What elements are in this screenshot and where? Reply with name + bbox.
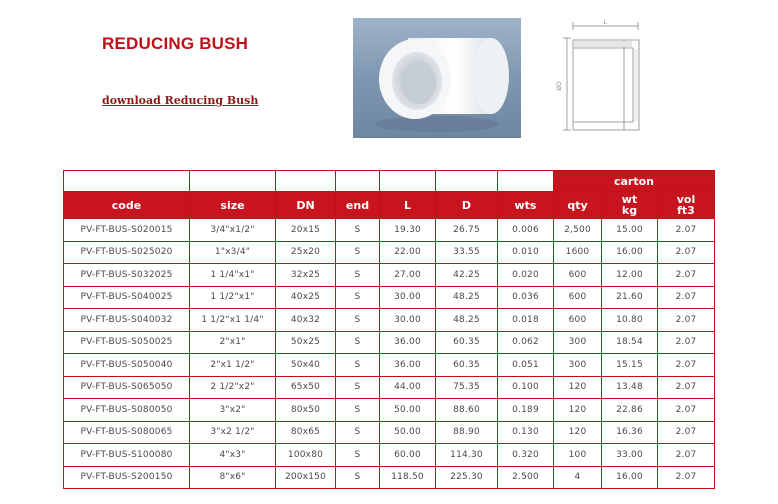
table-cell: S xyxy=(336,309,380,332)
table-cell: PV-FT-BUS-S050040 xyxy=(64,354,190,377)
table-cell: 33.55 xyxy=(436,241,498,264)
table-cell: PV-FT-BUS-S032025 xyxy=(64,264,190,287)
table-cell: 60.00 xyxy=(380,444,436,467)
table-cell: 27.00 xyxy=(380,264,436,287)
table-cell: 2.07 xyxy=(658,376,715,399)
table-cell: 1600 xyxy=(554,241,602,264)
table-row xyxy=(64,354,715,377)
table-cell: 4 xyxy=(554,466,602,489)
table-header-row xyxy=(64,192,715,219)
table-cell: 100x80 xyxy=(276,444,336,467)
table-cell: 80x65 xyxy=(276,421,336,444)
table-cell: S xyxy=(336,286,380,309)
table-cell: 118.50 xyxy=(380,466,436,489)
table-cell: 18.54 xyxy=(602,331,658,354)
table-cell: S xyxy=(336,376,380,399)
table-cell: 0.189 xyxy=(498,399,554,422)
table-cell: 88.90 xyxy=(436,421,498,444)
column-header: code xyxy=(64,192,190,219)
dim-length-label: L xyxy=(603,19,607,26)
spec-table xyxy=(63,170,715,489)
table-cell: 2 1/2"x2" xyxy=(190,376,276,399)
table-cell: 22.86 xyxy=(602,399,658,422)
column-header: size xyxy=(190,192,276,219)
table-row xyxy=(64,399,715,422)
table-cell: PV-FT-BUS-S020015 xyxy=(64,219,190,242)
column-header: wt kg xyxy=(602,192,658,219)
table-cell: S xyxy=(336,466,380,489)
table-cell: 2.07 xyxy=(658,466,715,489)
table-cell: PV-FT-BUS-S200150 xyxy=(64,466,190,489)
table-cell: 3"x2 1/2" xyxy=(190,421,276,444)
table-cell: 2.07 xyxy=(658,219,715,242)
table-cell: 50.00 xyxy=(380,421,436,444)
table-cell: 16.00 xyxy=(602,466,658,489)
table-cell: 0.036 xyxy=(498,286,554,309)
table-cell: 1"x3/4" xyxy=(190,241,276,264)
table-cell: 40x25 xyxy=(276,286,336,309)
table-cell: 44.00 xyxy=(380,376,436,399)
table-cell: 2.07 xyxy=(658,286,715,309)
table-cell: PV-FT-BUS-S040025 xyxy=(64,286,190,309)
table-cell: 0.320 xyxy=(498,444,554,467)
column-header: end xyxy=(336,192,380,219)
table-cell: PV-FT-BUS-S100080 xyxy=(64,444,190,467)
table-cell: 1 1/4"x1" xyxy=(190,264,276,287)
table-cell: S xyxy=(336,264,380,287)
table-cell: 114.30 xyxy=(436,444,498,467)
table-cell: 26.75 xyxy=(436,219,498,242)
table-cell: 8"x6" xyxy=(190,466,276,489)
table-cell: 40x32 xyxy=(276,309,336,332)
table-cell: 12.00 xyxy=(602,264,658,287)
table-cell: 42.25 xyxy=(436,264,498,287)
table-row xyxy=(64,331,715,354)
column-header: D xyxy=(436,192,498,219)
column-header: wts xyxy=(498,192,554,219)
table-cell: 2"x1" xyxy=(190,331,276,354)
table-cell: 120 xyxy=(554,376,602,399)
table-cell: S xyxy=(336,354,380,377)
table-cell: S xyxy=(336,241,380,264)
table-cell: 2.07 xyxy=(658,309,715,332)
table-cell: 19.30 xyxy=(380,219,436,242)
table-cell: 33.00 xyxy=(602,444,658,467)
table-cell: 60.35 xyxy=(436,354,498,377)
table-top-row xyxy=(64,171,715,192)
table-cell: 60.35 xyxy=(436,331,498,354)
table-cell: 25x20 xyxy=(276,241,336,264)
table-row xyxy=(64,376,715,399)
table-cell: 0.130 xyxy=(498,421,554,444)
table-cell: 2,500 xyxy=(554,219,602,242)
table-cell: 2.500 xyxy=(498,466,554,489)
table-cell: S xyxy=(336,331,380,354)
table-cell: 3"x2" xyxy=(190,399,276,422)
table-row xyxy=(64,466,715,489)
table-row xyxy=(64,421,715,444)
table-cell: 80x50 xyxy=(276,399,336,422)
table-cell: 75.35 xyxy=(436,376,498,399)
table-body xyxy=(64,219,715,489)
table-cell: 21.60 xyxy=(602,286,658,309)
table-cell: 100 xyxy=(554,444,602,467)
table-cell: 3/4"x1/2" xyxy=(190,219,276,242)
table-cell: 65x50 xyxy=(276,376,336,399)
table-cell: 15.15 xyxy=(602,354,658,377)
column-header: L xyxy=(380,192,436,219)
table-cell: 0.010 xyxy=(498,241,554,264)
table-cell: 200x150 xyxy=(276,466,336,489)
column-header: DN xyxy=(276,192,336,219)
table-cell: 2.07 xyxy=(658,241,715,264)
table-cell: S xyxy=(336,444,380,467)
table-row xyxy=(64,219,715,242)
table-cell: 88.60 xyxy=(436,399,498,422)
table-cell: 22.00 xyxy=(380,241,436,264)
table-cell: 2.07 xyxy=(658,354,715,377)
table-cell: 0.018 xyxy=(498,309,554,332)
table-cell: 0.051 xyxy=(498,354,554,377)
table-cell: S xyxy=(336,421,380,444)
table-cell: 36.00 xyxy=(380,354,436,377)
table-cell: 0.006 xyxy=(498,219,554,242)
table-cell: 4"x3" xyxy=(190,444,276,467)
table-cell: 300 xyxy=(554,354,602,377)
table-cell: 600 xyxy=(554,309,602,332)
table-cell: 13.48 xyxy=(602,376,658,399)
table-cell: 48.25 xyxy=(436,286,498,309)
table-cell: 0.100 xyxy=(498,376,554,399)
table-cell: 50x40 xyxy=(276,354,336,377)
download-link[interactable]: download Reducing Bush xyxy=(102,94,259,107)
table-cell: 2.07 xyxy=(658,399,715,422)
table-cell: PV-FT-BUS-S080065 xyxy=(64,421,190,444)
table-cell: 0.020 xyxy=(498,264,554,287)
table-cell: 2.07 xyxy=(658,444,715,467)
table-row xyxy=(64,444,715,467)
table-cell: 225.30 xyxy=(436,466,498,489)
table-cell: 2"x1 1/2" xyxy=(190,354,276,377)
table-cell: 30.00 xyxy=(380,286,436,309)
dim-diameter-label: ØD xyxy=(556,81,563,91)
table-cell: 15.00 xyxy=(602,219,658,242)
table-cell: 1 1/2"x1" xyxy=(190,286,276,309)
technical-drawing xyxy=(558,18,650,138)
table-cell: 600 xyxy=(554,286,602,309)
table-cell: PV-FT-BUS-S040032 xyxy=(64,309,190,332)
table-cell: PV-FT-BUS-S050025 xyxy=(64,331,190,354)
table-cell: 16.36 xyxy=(602,421,658,444)
reducing-bush-photo-icon xyxy=(353,18,521,138)
table-row xyxy=(64,286,715,309)
table-cell: 2.07 xyxy=(658,421,715,444)
table-cell: PV-FT-BUS-S080050 xyxy=(64,399,190,422)
table-cell: 50.00 xyxy=(380,399,436,422)
table-cell: 30.00 xyxy=(380,309,436,332)
table-cell: PV-FT-BUS-S025020 xyxy=(64,241,190,264)
product-photo xyxy=(353,18,521,138)
carton-group-header: carton xyxy=(554,171,715,192)
table-cell: 36.00 xyxy=(380,331,436,354)
table-cell: 300 xyxy=(554,331,602,354)
table-cell: 1 1/2"x1 1/4" xyxy=(190,309,276,332)
table-cell: S xyxy=(336,219,380,242)
table-row xyxy=(64,241,715,264)
table-cell: 600 xyxy=(554,264,602,287)
table-cell: 10.80 xyxy=(602,309,658,332)
table-cell: 20x15 xyxy=(276,219,336,242)
table-cell: 120 xyxy=(554,399,602,422)
table-cell: 0.062 xyxy=(498,331,554,354)
table-cell: 120 xyxy=(554,421,602,444)
column-header: vol ft3 xyxy=(658,192,715,219)
table-cell: 32x25 xyxy=(276,264,336,287)
table-cell: 2.07 xyxy=(658,331,715,354)
table-cell: S xyxy=(336,399,380,422)
table-cell: PV-FT-BUS-S065050 xyxy=(64,376,190,399)
table-row xyxy=(64,264,715,287)
column-header: qty xyxy=(554,192,602,219)
table-cell: 2.07 xyxy=(658,264,715,287)
table-cell: 50x25 xyxy=(276,331,336,354)
table-cell: 48.25 xyxy=(436,309,498,332)
table-row xyxy=(64,309,715,332)
table-cell: 16.00 xyxy=(602,241,658,264)
page-title: REDUCING BUSH xyxy=(102,34,249,53)
